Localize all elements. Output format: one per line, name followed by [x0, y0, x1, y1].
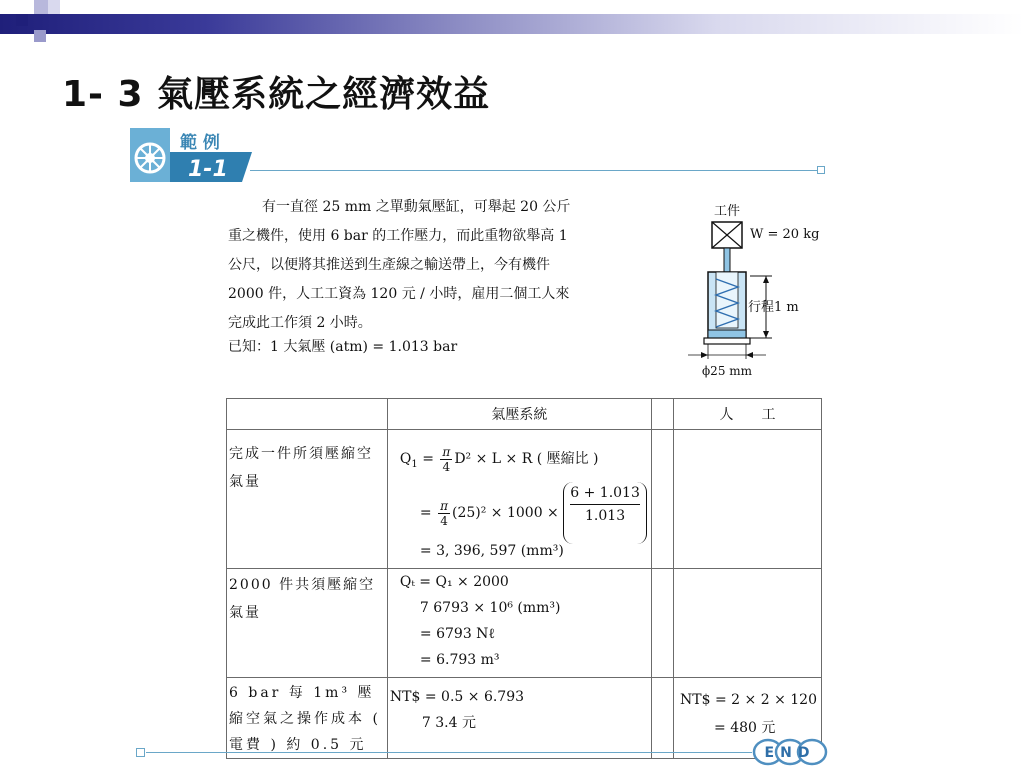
- example-badge: [130, 128, 252, 184]
- slide-title: 1- 3 氣壓系統之經濟效益: [62, 74, 491, 115]
- problem-line: 完成此工作須 2 小時。: [228, 315, 372, 331]
- known-condition: 已知：1 大氣壓 (atm) = 1.013 bar: [228, 339, 458, 355]
- problem-statement: [228, 193, 673, 362]
- formula-line: = 3, 396, 597 (mm³): [419, 543, 564, 559]
- formula-line: 7 3.4 元: [421, 715, 476, 731]
- problem-line: 公尺，以便將其推送到生產線之輸送帶上，今有機件: [228, 257, 550, 273]
- formula-line: = 6793 Nℓ: [419, 626, 496, 642]
- example-label-num: 1-1: [188, 157, 228, 182]
- example-divider-end: [817, 166, 825, 174]
- problem-line: 重之機件，使用 6 bar 的工作壓力，而此重物欲舉高 1: [228, 228, 568, 244]
- table-spacer-cell: [651, 569, 673, 678]
- formula-line: NT$ = 0.5 × 6.793: [389, 689, 525, 705]
- table-spacer-cell: [651, 678, 673, 759]
- row-label: 2000 件共須壓縮空氣量: [227, 569, 388, 678]
- footer-divider: [146, 752, 752, 753]
- comparison-table: [226, 398, 822, 759]
- fraction: $\frac{\pi}{4}$: [440, 498, 448, 528]
- formula-cell: [387, 569, 651, 678]
- formula-cell: [387, 430, 651, 569]
- fraction: $\frac{\pi}{4}$: [442, 444, 451, 474]
- pressure-ratio: $\frac{6 + 1.013}{1.013}$: [563, 482, 647, 544]
- table-header-pneumatic: 氣壓系統: [387, 399, 651, 430]
- formula-line: = 6.793 m³: [419, 652, 500, 668]
- formula-line: Qₜ = Q₁ × 2000: [399, 574, 509, 590]
- table-header-spacer: [651, 399, 673, 430]
- end-logo: [752, 738, 828, 766]
- example-divider: [250, 170, 818, 171]
- formula-line: NT$ = 2 × 2 × 120: [680, 692, 817, 708]
- table-row: [227, 430, 822, 569]
- decor-square: [48, 0, 60, 14]
- footer-line-end: [136, 748, 145, 757]
- decor-square: [16, 14, 28, 26]
- table-row: [227, 678, 822, 759]
- labor-cell-empty: [674, 430, 822, 569]
- table-header-labor: 人 工: [674, 399, 822, 430]
- stroke-label: 行程1 m: [748, 300, 799, 315]
- row-label: 完成一件所須壓縮空氣量: [227, 430, 388, 569]
- decor-square: [34, 30, 46, 42]
- top-gradient-bar: [0, 14, 1024, 34]
- logo-text: END: [764, 745, 816, 761]
- table-spacer-cell: [651, 430, 673, 569]
- cylinder-diagram: [684, 195, 834, 385]
- problem-line: 有一直徑 25 mm 之單動氣壓缸，可舉起 20 公斤: [262, 199, 571, 215]
- formula-line: = $\frac{\pi}{4}$ (25)² × 1000 × $\frac{6 + 1.013}{1.013}$: [400, 482, 649, 538]
- weight-label: W = 20 kg: [750, 227, 820, 242]
- table-header-row: [227, 399, 822, 430]
- table-row: [227, 569, 822, 678]
- row-label: 6 bar 每 1m³ 壓縮空氣之操作成本 ( 電費 ) 約 0.5 元: [227, 678, 388, 759]
- formula-line: = 480 元: [714, 720, 776, 736]
- workpiece-label: 工件: [714, 204, 741, 219]
- table-header-blank: [227, 399, 388, 430]
- problem-line: 2000 件，人工工資為 120 元 / 小時，雇用二個工人來: [228, 286, 570, 302]
- formula-line: $Q_1$ = $\frac{\pi}{4}$ D² × L × R ( 壓縮比 ): [399, 444, 599, 474]
- diameter-label: ϕ25 mm: [702, 364, 753, 378]
- example-label-cn: 範 例: [180, 133, 220, 153]
- formula-cell: [387, 678, 651, 759]
- decor-square: [34, 0, 48, 14]
- labor-cell-empty: [674, 569, 822, 678]
- formula-line: 7 6793 × 10⁶ (mm³): [419, 600, 561, 616]
